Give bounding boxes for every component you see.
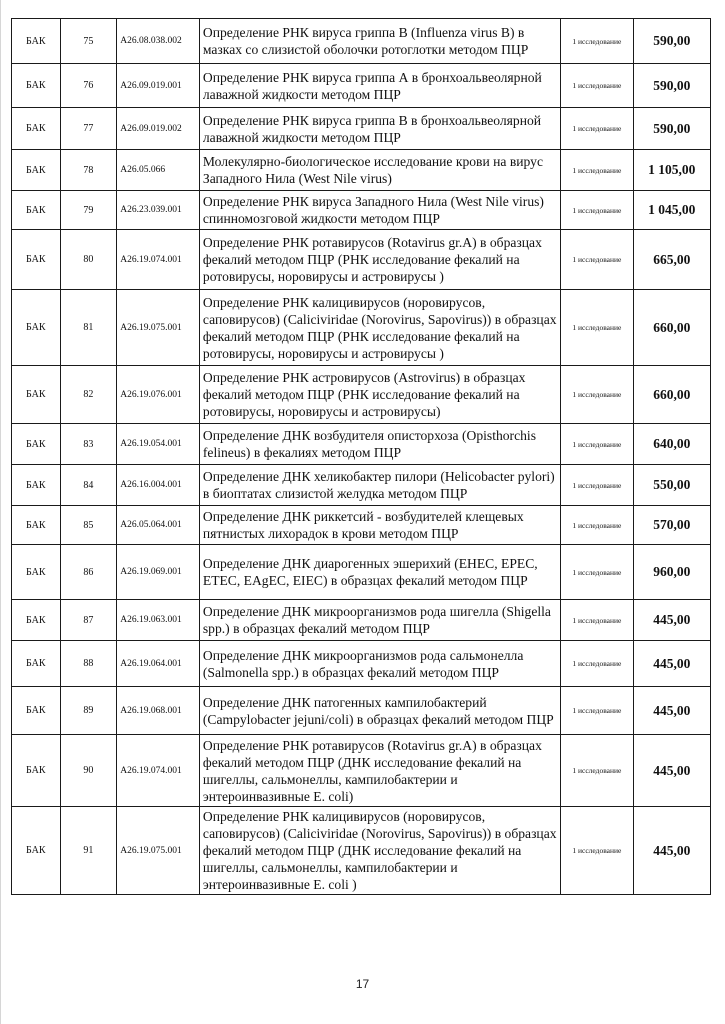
service-name-cell: Определение РНК астровирусов (Astrovirus) в образцах фекалий методом ПЦР (РНК исследование фекалий на ротовирусы, норовирусы и астровирусы) bbox=[199, 366, 560, 424]
unit-cell: 1 исследование bbox=[561, 290, 633, 366]
service-code-cell: A26.19.075.001 bbox=[117, 807, 200, 895]
price-cell: 445,00 bbox=[633, 641, 710, 687]
price-cell: 590,00 bbox=[633, 108, 710, 150]
department-cell: БАК bbox=[12, 545, 61, 600]
service-code-cell: A26.19.069.001 bbox=[117, 545, 200, 600]
row-number-cell: 91 bbox=[60, 807, 117, 895]
service-name-cell: Определение РНК калицивирусов (норовирусов, саповирусов) (Caliciviridae (Norovirus, Sapovirus)) в образцах фекалий методом ПЦР (РНК исследование фекалий на ротовирусы, норовирусы и астровирусы ) bbox=[199, 290, 560, 366]
price-cell: 570,00 bbox=[633, 506, 710, 545]
table-row bbox=[12, 366, 711, 424]
row-number-cell: 76 bbox=[60, 64, 117, 108]
unit-cell: 1 исследование bbox=[561, 424, 633, 465]
price-cell: 445,00 bbox=[633, 600, 710, 641]
unit-cell: 1 исследование bbox=[561, 545, 633, 600]
table-row bbox=[12, 506, 711, 545]
unit-cell: 1 исследование bbox=[561, 600, 633, 641]
department-cell: БАК bbox=[12, 506, 61, 545]
row-number-cell: 75 bbox=[60, 19, 117, 64]
service-code-cell: A26.19.074.001 bbox=[117, 230, 200, 290]
service-code-cell: A26.19.074.001 bbox=[117, 735, 200, 807]
unit-cell: 1 исследование bbox=[561, 735, 633, 807]
table-row bbox=[12, 108, 711, 150]
service-code-cell: A26.19.068.001 bbox=[117, 687, 200, 735]
row-number-cell: 81 bbox=[60, 290, 117, 366]
row-number-cell: 87 bbox=[60, 600, 117, 641]
unit-cell: 1 исследование bbox=[561, 687, 633, 735]
department-cell: БАК bbox=[12, 465, 61, 506]
table-row bbox=[12, 545, 711, 600]
price-cell: 445,00 bbox=[633, 687, 710, 735]
price-cell: 640,00 bbox=[633, 424, 710, 465]
department-cell: БАК bbox=[12, 600, 61, 641]
unit-cell: 1 исследование bbox=[561, 64, 633, 108]
department-cell: БАК bbox=[12, 108, 61, 150]
price-cell: 660,00 bbox=[633, 366, 710, 424]
service-code-cell: A26.19.054.001 bbox=[117, 424, 200, 465]
department-cell: БАК bbox=[12, 150, 61, 191]
table-row bbox=[12, 424, 711, 465]
department-cell: БАК bbox=[12, 230, 61, 290]
price-cell: 445,00 bbox=[633, 735, 710, 807]
service-code-cell: A26.08.038.002 bbox=[117, 19, 200, 64]
service-code-cell: A26.23.039.001 bbox=[117, 191, 200, 230]
unit-cell: 1 исследование bbox=[561, 150, 633, 191]
department-cell: БАК bbox=[12, 641, 61, 687]
price-cell: 1 105,00 bbox=[633, 150, 710, 191]
row-number-cell: 89 bbox=[60, 687, 117, 735]
table-row bbox=[12, 641, 711, 687]
department-cell: БАК bbox=[12, 424, 61, 465]
department-cell: БАК bbox=[12, 687, 61, 735]
price-cell: 660,00 bbox=[633, 290, 710, 366]
row-number-cell: 78 bbox=[60, 150, 117, 191]
service-name-cell: Определение ДНК хеликобактер пилори (Helicobacter pylori) в биоптатах слизистой желудка методом ПЦР bbox=[199, 465, 560, 506]
row-number-cell: 84 bbox=[60, 465, 117, 506]
unit-cell: 1 исследование bbox=[561, 108, 633, 150]
service-name-cell: Определение ДНК диарогенных эшерихий (EHEC, EPEC, ETEC, EAgEC, EIEC) в образцах фекалий методом ПЦР bbox=[199, 545, 560, 600]
service-name-cell: Определение РНК вируса гриппа А в бронхоальвеолярной лаважной жидкости методом ПЦР bbox=[199, 64, 560, 108]
unit-cell: 1 исследование bbox=[561, 641, 633, 687]
unit-cell: 1 исследование bbox=[561, 19, 633, 64]
table-row bbox=[12, 191, 711, 230]
unit-cell: 1 исследование bbox=[561, 230, 633, 290]
service-code-cell: A26.19.063.001 bbox=[117, 600, 200, 641]
table-row bbox=[12, 230, 711, 290]
price-cell: 590,00 bbox=[633, 64, 710, 108]
row-number-cell: 80 bbox=[60, 230, 117, 290]
price-cell: 665,00 bbox=[633, 230, 710, 290]
department-cell: БАК bbox=[12, 290, 61, 366]
table-row bbox=[12, 735, 711, 807]
price-cell: 445,00 bbox=[633, 807, 710, 895]
department-cell: БАК bbox=[12, 19, 61, 64]
unit-cell: 1 исследование bbox=[561, 191, 633, 230]
table-row bbox=[12, 687, 711, 735]
row-number-cell: 77 bbox=[60, 108, 117, 150]
row-number-cell: 82 bbox=[60, 366, 117, 424]
service-name-cell: Определение ДНК риккетсий - возбудителей клещевых пятнистых лихорадок в крови методом ПЦР bbox=[199, 506, 560, 545]
unit-cell: 1 исследование bbox=[561, 465, 633, 506]
price-cell: 1 045,00 bbox=[633, 191, 710, 230]
department-cell: БАК bbox=[12, 366, 61, 424]
service-name-cell: Определение РНК вируса Западного Нила (West Nile virus) спинномозговой жидкости методом ПЦР bbox=[199, 191, 560, 230]
service-name-cell: Определение РНК вируса гриппа В (Influenza virus B) в мазках со слизистой оболочки ротоглотки методом ПЦР bbox=[199, 19, 560, 64]
table-row bbox=[12, 19, 711, 64]
service-name-cell: Определение ДНК возбудителя описторхоза (Opisthorchis felineus) в фекалиях методом ПЦР bbox=[199, 424, 560, 465]
department-cell: БАК bbox=[12, 191, 61, 230]
price-cell: 590,00 bbox=[633, 19, 710, 64]
price-cell: 550,00 bbox=[633, 465, 710, 506]
service-code-cell: A26.09.019.001 bbox=[117, 64, 200, 108]
service-code-cell: A26.19.064.001 bbox=[117, 641, 200, 687]
table-row bbox=[12, 600, 711, 641]
service-code-cell: A26.05.064.001 bbox=[117, 506, 200, 545]
service-code-cell: A26.19.076.001 bbox=[117, 366, 200, 424]
row-number-cell: 83 bbox=[60, 424, 117, 465]
service-name-cell: Определение РНК ротавирусов (Rotavirus gr.A) в образцах фекалий методом ПЦР (ДНК исследование фекалий на шигеллы, сальмонеллы, кампилобактерии и энтероинвазивные E. coli) bbox=[199, 735, 560, 807]
service-code-cell: A26.09.019.002 bbox=[117, 108, 200, 150]
table-row bbox=[12, 290, 711, 366]
service-name-cell: Определение РНК ротавирусов (Rotavirus gr.A) в образцах фекалий методом ПЦР (РНК исследование фекалий на ротовирусы, норовирусы и астровирусы ) bbox=[199, 230, 560, 290]
service-code-cell: A26.16.004.001 bbox=[117, 465, 200, 506]
price-cell: 960,00 bbox=[633, 545, 710, 600]
row-number-cell: 79 bbox=[60, 191, 117, 230]
table-row bbox=[12, 807, 711, 895]
service-code-cell: A26.19.075.001 bbox=[117, 290, 200, 366]
service-name-cell: Определение ДНК патогенных кампилобактерий (Campylobacter jejuni/coli) в образцах фекалий методом ПЦР bbox=[199, 687, 560, 735]
service-code-cell: A26.05.066 bbox=[117, 150, 200, 191]
service-name-cell: Определение РНК калицивирусов (норовирусов, саповирусов) (Caliciviridae (Norovirus, Sapovirus)) в образцах фекалий методом ПЦР (ДНК исследование фекалий на шигеллы, сальмонеллы, кампилобактерии и энтероинвазивные E. coli ) bbox=[199, 807, 560, 895]
row-number-cell: 88 bbox=[60, 641, 117, 687]
table-row bbox=[12, 64, 711, 108]
department-cell: БАК bbox=[12, 807, 61, 895]
department-cell: БАК bbox=[12, 735, 61, 807]
unit-cell: 1 исследование bbox=[561, 807, 633, 895]
service-name-cell: Молекулярно-биологическое исследование крови на вирус Западного Нила (West Nile virus) bbox=[199, 150, 560, 191]
service-name-cell: Определение ДНК микроорганизмов рода шигелла (Shigella spp.) в образцах фекалий методом ПЦР bbox=[199, 600, 560, 641]
table-row bbox=[12, 465, 711, 506]
page-number: 17 bbox=[355, 977, 370, 991]
table-row bbox=[12, 150, 711, 191]
price-list-table bbox=[11, 18, 711, 895]
row-number-cell: 85 bbox=[60, 506, 117, 545]
price-list-body bbox=[12, 19, 711, 895]
service-name-cell: Определение РНК вируса гриппа В в бронхоальвеолярной лаважной жидкости методом ПЦР bbox=[199, 108, 560, 150]
unit-cell: 1 исследование bbox=[561, 366, 633, 424]
row-number-cell: 90 bbox=[60, 735, 117, 807]
unit-cell: 1 исследование bbox=[561, 506, 633, 545]
department-cell: БАК bbox=[12, 64, 61, 108]
row-number-cell: 86 bbox=[60, 545, 117, 600]
service-name-cell: Определение ДНК микроорганизмов рода сальмонелла (Salmonella spp.) в образцах фекалий методом ПЦР bbox=[199, 641, 560, 687]
